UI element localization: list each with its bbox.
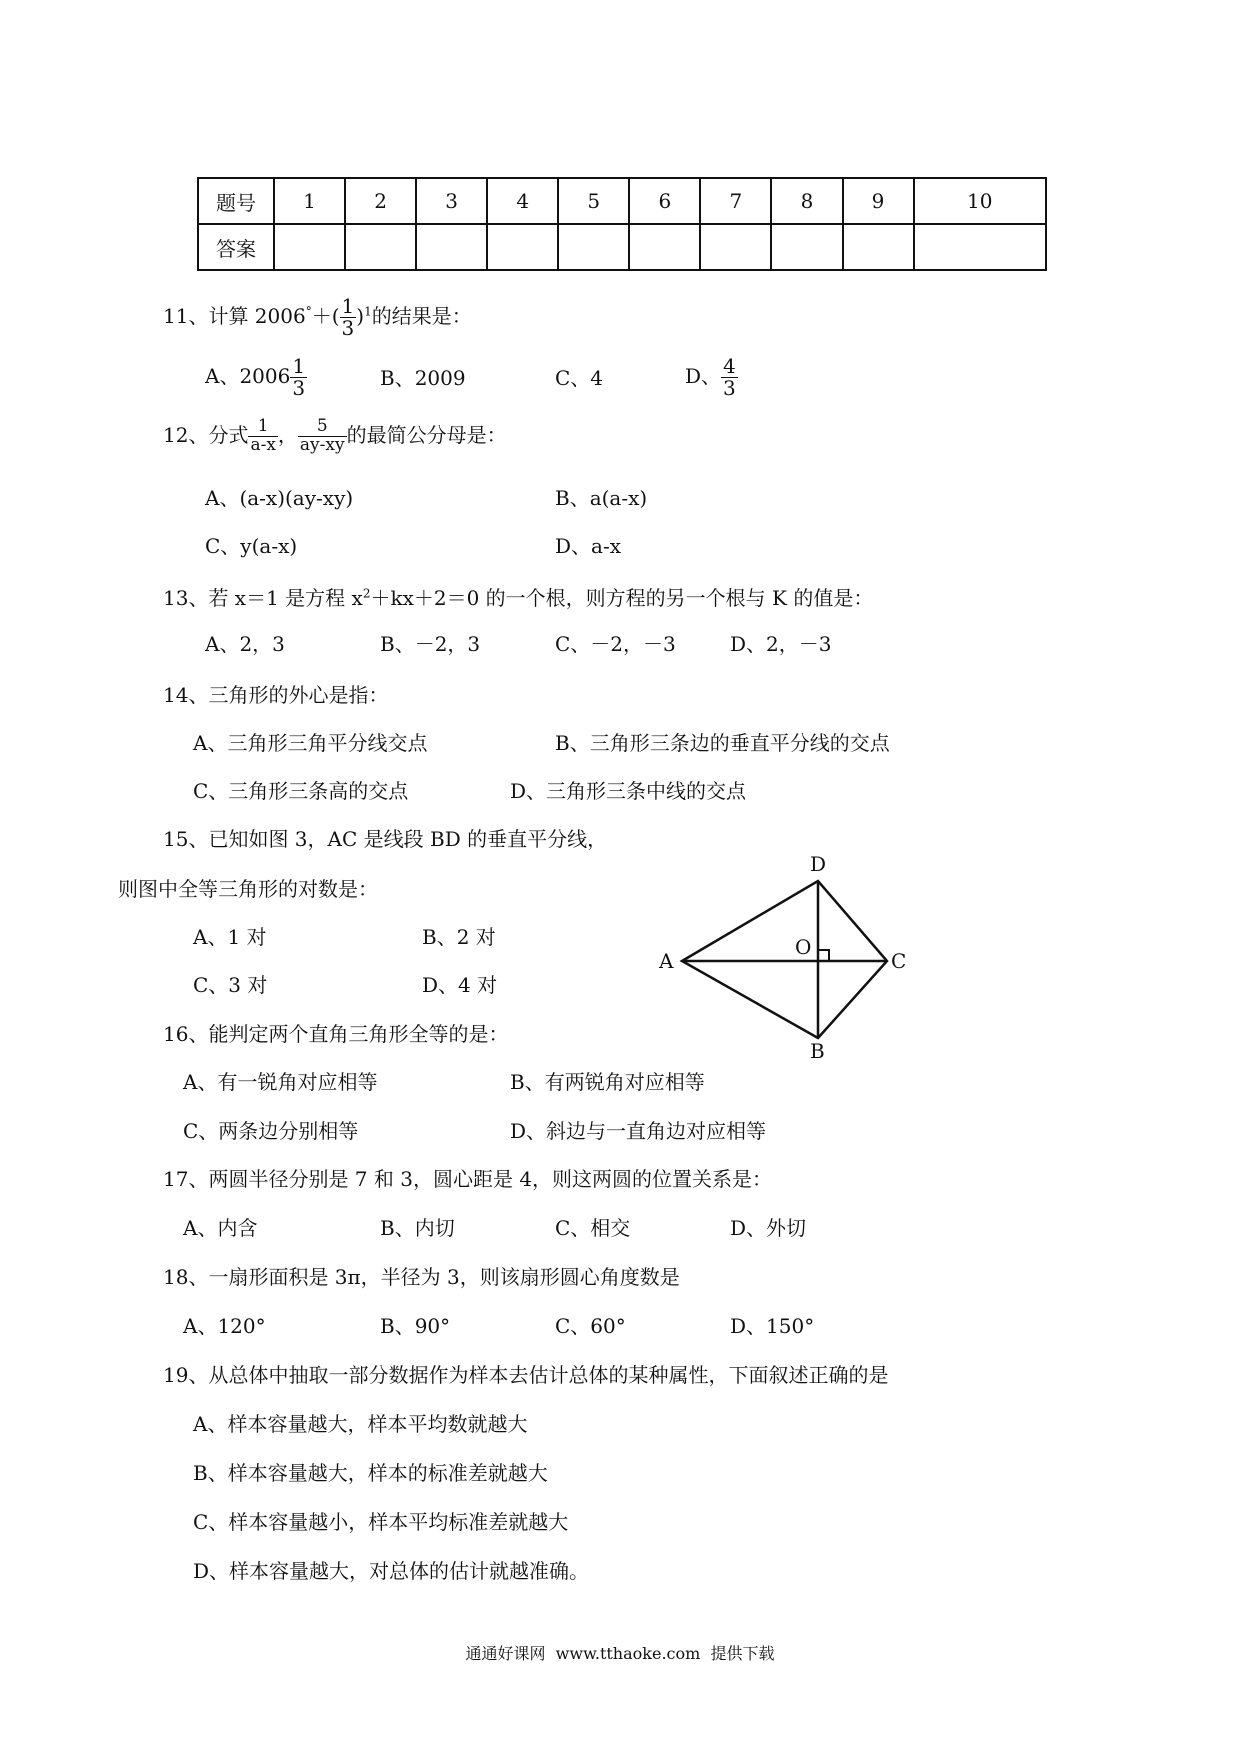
answer-cell[interactable]	[843, 224, 914, 270]
question-number-cell: 1	[274, 178, 345, 224]
q14-option-c: C、三角形三条高的交点	[193, 779, 409, 803]
label-b: B	[810, 1039, 825, 1063]
q17-option-b: B、内切	[380, 1216, 455, 1240]
q18-option-c: C、60°	[555, 1314, 626, 1338]
fraction-one-third: $\frac{1}{3}$	[292, 354, 306, 400]
close-paren: )	[356, 304, 365, 328]
answer-cell[interactable]	[914, 224, 1046, 270]
exponent: 1	[364, 304, 372, 319]
row-label-answer: 答案	[198, 224, 274, 270]
question-12-stem-start: 分式	[208, 422, 249, 447]
question-11-stem-end: 的结果是：	[371, 304, 472, 328]
fraction-5-over-ay-xy: $\frac{5}{ay-xy}$	[299, 416, 345, 455]
fraction-one-third: $\frac{1}{3}$	[341, 294, 355, 340]
question-16: 16、能判定两个直角三角形全等的是：	[163, 1022, 509, 1046]
question-11-stem-start: 计算 2006	[208, 304, 306, 328]
answer-cell[interactable]	[416, 224, 487, 270]
question-12-stem-end: 的最简公分母是：	[346, 422, 507, 447]
option-a-label: A、2006	[205, 364, 291, 388]
figure-3-kite-diagram	[650, 850, 930, 1070]
right-angle-mark	[818, 950, 829, 961]
question-19: 19、从总体中抽取一部分数据作为样本去估计总体的某种属性，下面叙述正确的是	[163, 1363, 889, 1387]
q18-option-d: D、150°	[730, 1314, 815, 1338]
q17-option-d: D、外切	[730, 1216, 807, 1240]
question-number-cell: 8	[771, 178, 842, 224]
q11-option-c: C、4	[555, 366, 604, 390]
label-d: D	[810, 852, 827, 876]
question-13	[163, 588, 873, 608]
option-d-label: D、	[685, 364, 722, 388]
plus-open-paren: ＋(	[311, 304, 340, 328]
page-footer: 通通好课网 www.tthaoke.com 提供下载	[465, 1644, 775, 1663]
fraction-four-thirds: $\frac{4}{3}$	[723, 354, 736, 400]
q16-option-c: C、两条边分别相等	[183, 1119, 359, 1143]
q15-option-d: D、4 对	[422, 973, 498, 997]
answer-cell[interactable]	[629, 224, 700, 270]
q15-option-c: C、3 对	[193, 973, 268, 997]
question-number-cell: 10	[914, 178, 1046, 224]
question-number-cell: 6	[629, 178, 700, 224]
question-14: 14、三角形的外心是指：	[163, 683, 389, 707]
fraction-1-over-a-x: $\frac{1}{a-x}$	[250, 416, 276, 455]
q17-option-c: C、相交	[555, 1216, 631, 1240]
q14-option-d: D、三角形三条中线的交点	[510, 779, 747, 803]
q11-option-a	[205, 356, 307, 399]
q16-option-b: B、有两锐角对应相等	[510, 1070, 705, 1094]
q13-option-b: B、－2，3	[380, 632, 481, 656]
exponent: 2	[362, 586, 371, 601]
comma: ，	[277, 422, 298, 447]
question-number-cell: 3	[416, 178, 487, 224]
question-11	[163, 296, 472, 339]
q12-option-b: B、a(a-x)	[555, 486, 648, 510]
label-c: C	[891, 949, 907, 973]
question-number-row	[198, 178, 1046, 224]
q19-option-b: B、样本容量越大，样本的标准差就越大	[193, 1461, 548, 1485]
question-number-cell: 4	[487, 178, 558, 224]
q19-option-a: A、样本容量越大，样本平均数就越大	[193, 1412, 528, 1436]
question-15-continued: 则图中全等三角形的对数是：	[118, 877, 378, 901]
q14-option-b: B、三角形三条边的垂直平分线的交点	[555, 731, 890, 755]
question-number-cell: 2	[345, 178, 416, 224]
answer-row	[198, 224, 1046, 270]
q18-option-a: A、120°	[183, 1314, 266, 1338]
answer-cell[interactable]	[274, 224, 345, 270]
question-15: 15、已知如图 3，AC 是线段 BD 的垂直平分线，	[163, 827, 608, 851]
q18-option-b: B、90°	[380, 1314, 451, 1338]
q15-option-b: B、2 对	[422, 925, 496, 949]
question-12	[163, 418, 507, 455]
question-number: 11、	[163, 304, 209, 328]
q19-option-c: C、样本容量越小，样本平均标准差就越大	[193, 1510, 569, 1534]
question-number: 13、	[163, 586, 209, 610]
q11-option-b: B、2009	[380, 366, 466, 390]
q19-option-d: D、样本容量越大，对总体的估计就越准确。	[193, 1559, 590, 1583]
answer-cell[interactable]	[700, 224, 771, 270]
question-number-cell: 9	[843, 178, 914, 224]
question-13-stem-end: ＋kx＋2＝0 的一个根，则方程的另一个根与 K 的值是：	[370, 586, 874, 610]
q12-option-d: D、a-x	[555, 534, 621, 558]
answer-cell[interactable]	[558, 224, 629, 270]
q12-option-a: A、(a-x)(ay-xy)	[205, 486, 354, 510]
q13-option-c: C、－2，－3	[555, 632, 676, 656]
question-17: 17、两圆半径分别是 7 和 3，圆心距是 4，则这两圆的位置关系是：	[163, 1167, 773, 1191]
q13-option-a: A、2，3	[205, 632, 285, 656]
question-18: 18、一扇形面积是 3π，半径为 3，则该扇形圆心角度数是	[163, 1265, 680, 1289]
q11-option-d	[685, 356, 738, 399]
degree-mark: °	[305, 304, 312, 319]
question-number-cell: 5	[558, 178, 629, 224]
answer-table	[197, 177, 1047, 271]
label-a: A	[659, 949, 674, 973]
q17-option-a: A、内含	[183, 1216, 258, 1240]
answer-cell[interactable]	[345, 224, 416, 270]
q16-option-d: D、斜边与一直角边对应相等	[510, 1119, 767, 1143]
q16-option-a: A、有一锐角对应相等	[183, 1070, 378, 1094]
answer-cell[interactable]	[487, 224, 558, 270]
q15-option-a: A、1 对	[193, 925, 267, 949]
q14-option-a: A、三角形三角平分线交点	[193, 731, 428, 755]
label-o: O	[795, 935, 812, 959]
kite-outline	[682, 881, 887, 1038]
question-number: 12、	[163, 422, 209, 447]
row-label-question-number: 题号	[198, 178, 274, 224]
q13-option-d: D、2，－3	[730, 632, 832, 656]
q12-option-c: C、y(a-x)	[205, 534, 298, 558]
question-13-stem-start: 若 x＝1 是方程 x	[208, 586, 363, 610]
answer-cell[interactable]	[771, 224, 842, 270]
question-number-cell: 7	[700, 178, 771, 224]
